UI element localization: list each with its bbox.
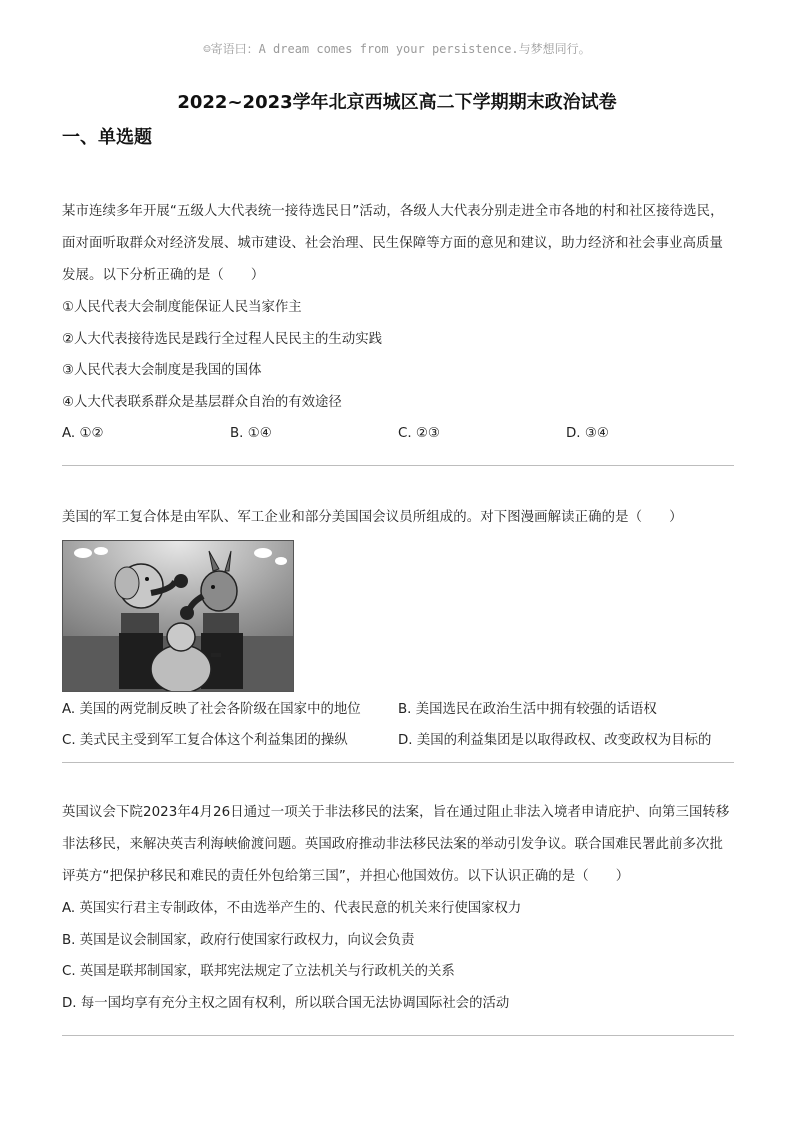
question-3 xyxy=(62,797,734,1019)
option-b[interactable]: B. 英国是议会制国家，政府行使国家行政权力，向议会负责 xyxy=(62,932,415,948)
option-c[interactable]: C. ②③ xyxy=(398,426,440,441)
question-divider xyxy=(62,465,734,466)
option-b[interactable]: B. 美国选民在政治生活中拥有较强的话语权 xyxy=(398,702,657,717)
option-d[interactable]: D. ③④ xyxy=(566,426,609,441)
watermark-text: ☺寄语曰：A dream comes from your persistence.与梦想同行。 xyxy=(203,42,591,56)
question-stem: 英国议会下院2023年4月26日通过一项关于非法移民的法案，旨在通过阻止非法入境者申请庇护、向第三国转移非法移民，来解决英吉利海峡偷渡问题。英国政府推动非法移民法案的举动引发争议。联合国难民署此前多次批评英方“把保护移民和难民的责任外包给第三国”，并担心他国效仿。以下认识正确的是（ ） xyxy=(62,805,730,884)
option-d[interactable]: D. 美国的利益集团是以取得政权、改变政权为目标的 xyxy=(398,733,712,748)
question-1 xyxy=(62,196,734,449)
page-title: 2022~2023学年北京西城区高二下学期期末政治试卷 xyxy=(177,92,617,113)
question-stem: 美国的军工复合体是由军队、军工企业和部分美国国会议员所组成的。对下图漫画解读正确的是（ ） xyxy=(62,510,683,525)
option-a[interactable]: A. 英国实行君主专制政体，不由选举产生的、代表民意的机关来行使国家权力 xyxy=(62,901,522,916)
statement-2: ②人大代表接待选民是践行全过程人民民主的生动实践 xyxy=(62,331,382,347)
option-a[interactable]: A. ①② xyxy=(62,426,104,441)
section-heading: 一、单选题 xyxy=(62,127,152,148)
option-b[interactable]: B. ①④ xyxy=(230,426,272,441)
cartoon-image xyxy=(62,540,294,692)
question-2 xyxy=(62,502,734,756)
statement-3: ③人民代表大会制度是我国的国体 xyxy=(62,363,262,378)
question-divider xyxy=(62,1035,734,1036)
option-a[interactable]: A. 美国的两党制反映了社会各阶级在国家中的地位 xyxy=(62,702,361,717)
option-c[interactable]: C. 美式民主受到军工复合体这个利益集团的操纵 xyxy=(62,733,348,748)
statement-1: ①人民代表大会制度能保证人民当家作主 xyxy=(62,300,302,315)
answer-options-row-1 xyxy=(62,694,734,725)
answer-options-row-2 xyxy=(62,725,734,756)
option-c[interactable]: C. 英国是联邦制国家，联邦宪法规定了立法机关与行政机关的关系 xyxy=(62,964,455,979)
question-divider xyxy=(62,762,734,763)
question-stem: 某市连续多年开展“五级人大代表统一接待选民日”活动，各级人大代表分别走进全市各地的村和社区接待选民，面对面听取群众对经济发展、城市建设、社会治理、民生保障等方面的意见和建议，助力经济和社会事业高质量发展。以下分析正确的是（ ） xyxy=(62,204,724,283)
answer-options xyxy=(62,418,734,449)
option-d[interactable]: D. 每一国均享有充分主权之固有权利，所以联合国无法协调国际社会的活动 xyxy=(62,995,510,1011)
statement-4: ④人大代表联系群众是基层群众自治的有效途径 xyxy=(62,394,342,410)
